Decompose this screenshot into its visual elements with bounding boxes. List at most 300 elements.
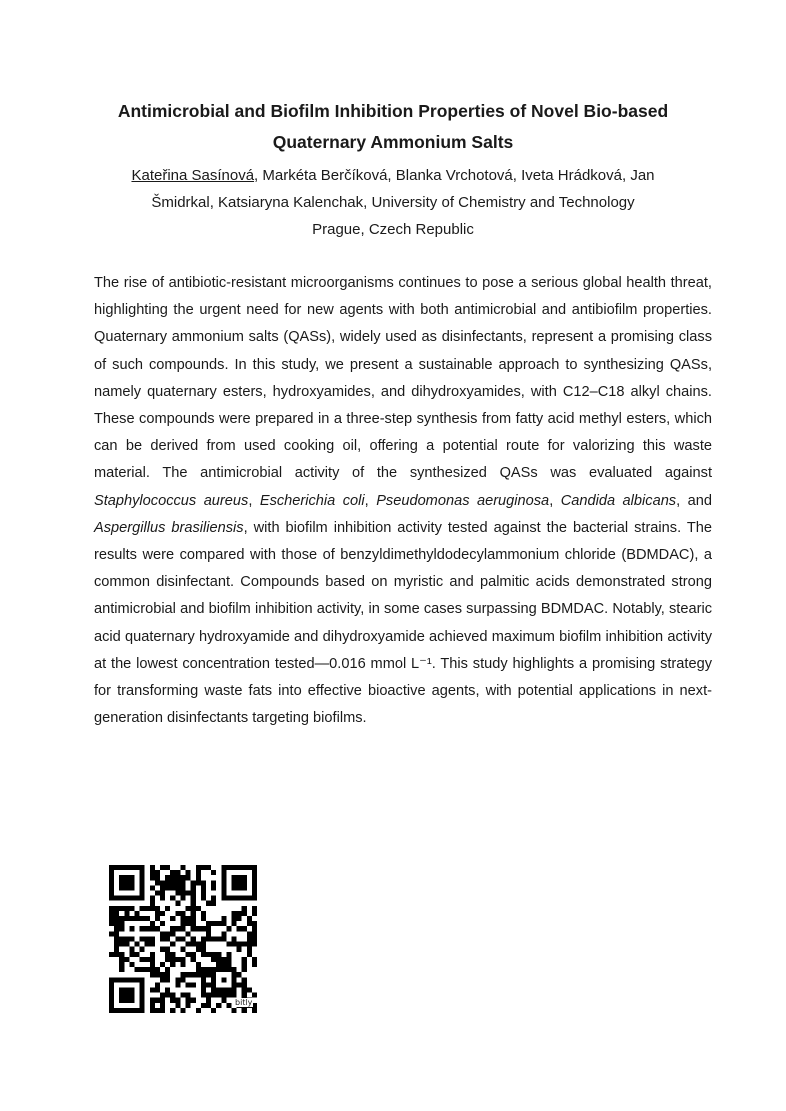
qr-module <box>216 952 221 957</box>
qr-module <box>201 865 206 870</box>
qr-module <box>180 880 185 885</box>
qr-module <box>231 942 236 947</box>
qr-module <box>201 936 206 941</box>
qr-module <box>140 926 145 931</box>
qr-module <box>129 947 134 952</box>
qr-module <box>124 993 129 998</box>
qr-module <box>114 977 119 982</box>
qr-module <box>242 957 247 962</box>
qr-module <box>114 916 119 921</box>
qr-module <box>206 952 211 957</box>
qr-module <box>231 911 236 916</box>
qr-module <box>124 957 129 962</box>
qr-module <box>221 891 226 896</box>
qr-module <box>211 987 216 992</box>
qr-module <box>109 931 114 936</box>
qr-module <box>114 865 119 870</box>
qr-module <box>180 875 185 880</box>
qr-module <box>252 936 257 941</box>
qr-module <box>180 926 185 931</box>
qr-module <box>191 906 196 911</box>
qr-module <box>109 977 114 982</box>
qr-module <box>150 896 155 901</box>
qr-module <box>231 972 236 977</box>
qr-module <box>252 931 257 936</box>
qr-module <box>216 987 221 992</box>
qr-module <box>211 901 216 906</box>
species-aspergillus: Aspergillus brasiliensis <box>94 519 244 536</box>
qr-module <box>231 987 236 992</box>
qr-module <box>201 967 206 972</box>
qr-module <box>216 993 221 998</box>
qr-module <box>221 875 226 880</box>
qr-module <box>191 926 196 931</box>
qr-module <box>170 942 175 947</box>
qr-module <box>124 906 129 911</box>
qr-module <box>211 896 216 901</box>
qr-module <box>186 916 191 921</box>
qr-module <box>237 982 242 987</box>
qr-module <box>201 891 206 896</box>
qr-module <box>252 926 257 931</box>
qr-module <box>109 911 114 916</box>
qr-module <box>237 880 242 885</box>
qr-module <box>150 926 155 931</box>
qr-module <box>140 880 145 885</box>
qr-module <box>242 885 247 890</box>
qr-module <box>114 921 119 926</box>
qr-module <box>237 875 242 880</box>
qr-module <box>221 993 226 998</box>
qr-module <box>252 865 257 870</box>
qr-module <box>150 865 155 870</box>
qr-module <box>226 987 231 992</box>
qr-module <box>109 885 114 890</box>
qr-module <box>140 957 145 962</box>
qr-module <box>140 870 145 875</box>
qr-module <box>119 977 124 982</box>
qr-module <box>221 936 226 941</box>
qr-module <box>226 993 231 998</box>
qr-module <box>140 993 145 998</box>
qr-module <box>191 942 196 947</box>
qr-module <box>160 896 165 901</box>
qr-module <box>160 865 165 870</box>
qr-module <box>150 906 155 911</box>
qr-module <box>109 916 114 921</box>
qr-module <box>165 957 170 962</box>
qr-module <box>206 967 211 972</box>
qr-module <box>155 891 160 896</box>
qr-module <box>221 880 226 885</box>
qr-module <box>135 911 140 916</box>
qr-module <box>216 921 221 926</box>
qr-module <box>252 891 257 896</box>
qr-module <box>247 896 252 901</box>
paper-title <box>60 96 726 158</box>
qr-code-graphic <box>109 865 257 1013</box>
qr-module <box>165 967 170 972</box>
qr-module <box>175 875 180 880</box>
qr-module <box>231 916 236 921</box>
qr-module <box>140 977 145 982</box>
qr-module <box>135 942 140 947</box>
qr-module <box>114 952 119 957</box>
qr-module <box>160 931 165 936</box>
qr-module <box>221 870 226 875</box>
qr-module <box>160 1008 165 1013</box>
qr-module <box>211 982 216 987</box>
qr-module <box>160 885 165 890</box>
qr-module <box>231 993 236 998</box>
qr-module <box>170 962 175 967</box>
qr-module <box>180 936 185 941</box>
qr-module <box>196 880 201 885</box>
qr-module <box>175 885 180 890</box>
qr-module <box>231 982 236 987</box>
qr-module <box>160 998 165 1003</box>
qr-module <box>237 896 242 901</box>
qr-module <box>180 896 185 901</box>
qr-module <box>191 957 196 962</box>
qr-module <box>231 1008 236 1013</box>
qr-module <box>160 972 165 977</box>
qr-module <box>155 870 160 875</box>
qr-module <box>201 977 206 982</box>
qr-module <box>191 936 196 941</box>
qr-module <box>216 1003 221 1008</box>
qr-module <box>196 972 201 977</box>
qr-module <box>180 972 185 977</box>
qr-module <box>114 947 119 952</box>
qr-module <box>170 993 175 998</box>
title-line-1: Antimicrobial and Biofilm Inhibition Properties of Novel Bio-based <box>117 101 669 121</box>
qr-module <box>191 916 196 921</box>
abstract-sep-3: , <box>549 492 561 509</box>
qr-module <box>216 967 221 972</box>
qr-module <box>140 865 145 870</box>
qr-module <box>242 896 247 901</box>
qr-module <box>124 896 129 901</box>
qr-module <box>206 936 211 941</box>
qr-module <box>135 896 140 901</box>
qr-module <box>242 1008 247 1013</box>
qr-module <box>155 926 160 931</box>
qr-module <box>252 896 257 901</box>
qr-module <box>165 947 170 952</box>
qr-module <box>237 911 242 916</box>
qr-module <box>211 936 216 941</box>
qr-module <box>226 865 231 870</box>
qr-module <box>170 885 175 890</box>
qr-module <box>196 947 201 952</box>
qr-module <box>196 1008 201 1013</box>
qr-module <box>201 987 206 992</box>
qr-module <box>114 896 119 901</box>
qr-module <box>191 896 196 901</box>
qr-module <box>206 1003 211 1008</box>
qr-module <box>242 977 247 982</box>
qr-module <box>175 870 180 875</box>
qr-module <box>135 916 140 921</box>
qr-module <box>119 906 124 911</box>
qr-module <box>150 952 155 957</box>
qr-module <box>124 1008 129 1013</box>
qr-module <box>191 972 196 977</box>
qr-module <box>145 967 150 972</box>
qr-module <box>165 936 170 941</box>
qr-module <box>135 977 140 982</box>
qr-module <box>119 936 124 941</box>
qr-module <box>226 926 231 931</box>
qr-module <box>170 916 175 921</box>
qr-module <box>155 987 160 992</box>
qr-module <box>186 875 191 880</box>
qr-module <box>150 921 155 926</box>
qr-module <box>191 901 196 906</box>
qr-module <box>109 1008 114 1013</box>
qr-module <box>221 967 226 972</box>
affiliation-location: Prague, Czech Republic <box>312 221 474 238</box>
qr-module <box>135 1008 140 1013</box>
qr-module <box>196 926 201 931</box>
qr-module <box>237 916 242 921</box>
qr-module <box>150 942 155 947</box>
qr-module <box>109 896 114 901</box>
qr-module <box>109 1003 114 1008</box>
qr-module <box>196 875 201 880</box>
species-pseudomonas: Pseudomonas aeruginosa <box>376 492 550 509</box>
qr-module <box>109 982 114 987</box>
qr-module <box>160 936 165 941</box>
qr-module <box>226 967 231 972</box>
qr-module <box>206 982 211 987</box>
qr-module <box>211 977 216 982</box>
qr-module <box>119 998 124 1003</box>
qr-module <box>196 962 201 967</box>
qr-module <box>226 952 231 957</box>
qr-module <box>201 880 206 885</box>
qr-module <box>119 987 124 992</box>
qr-module <box>201 926 206 931</box>
qr-module <box>247 921 252 926</box>
qr-module <box>175 1003 180 1008</box>
qr-module <box>206 998 211 1003</box>
qr-module <box>145 906 150 911</box>
qr-module <box>165 993 170 998</box>
qr-module <box>119 1008 124 1013</box>
qr-module <box>109 952 114 957</box>
qr-module <box>129 906 134 911</box>
qr-module <box>221 865 226 870</box>
qr-module <box>155 875 160 880</box>
qr-module <box>119 967 124 972</box>
qr-module <box>186 972 191 977</box>
qr-module <box>237 926 242 931</box>
qr-module <box>155 906 160 911</box>
qr-module <box>155 967 160 972</box>
qr-module <box>191 880 196 885</box>
qr-module <box>145 942 150 947</box>
qr-module <box>135 952 140 957</box>
qr-module <box>180 962 185 967</box>
author-list-line-2: Šmidrkal, Katsiaryna Kalenchak, University of Chemistry and Technology <box>151 194 635 211</box>
qr-module <box>150 1003 155 1008</box>
qr-module <box>201 885 206 890</box>
qr-module <box>140 947 145 952</box>
qr-module <box>226 942 231 947</box>
qr-module <box>242 880 247 885</box>
qr-module <box>206 921 211 926</box>
qr-module <box>196 870 201 875</box>
qr-module <box>237 885 242 890</box>
qr-module <box>206 972 211 977</box>
qr-module <box>180 993 185 998</box>
qr-module <box>119 952 124 957</box>
qr-module <box>160 891 165 896</box>
qr-module <box>155 916 160 921</box>
qr-module <box>165 880 170 885</box>
qr-module <box>119 880 124 885</box>
author-list-line-1: , Markéta Berčíková, Blanka Vrchotová, Iveta Hrádková, Jan <box>254 167 655 184</box>
qr-module <box>252 906 257 911</box>
qr-module <box>231 896 236 901</box>
qr-module <box>170 1008 175 1013</box>
qr-module <box>170 896 175 901</box>
qr-module <box>109 906 114 911</box>
qr-module <box>191 911 196 916</box>
qr-module <box>211 952 216 957</box>
qr-module <box>129 926 134 931</box>
qr-module <box>211 885 216 890</box>
qr-module <box>247 936 252 941</box>
qr-module <box>191 998 196 1003</box>
qr-module <box>170 957 175 962</box>
qr-module <box>160 911 165 916</box>
qr-module <box>247 952 252 957</box>
qr-module <box>114 926 119 931</box>
qr-module <box>186 891 191 896</box>
qr-module <box>221 896 226 901</box>
qr-module <box>237 947 242 952</box>
qr-module <box>252 870 257 875</box>
qr-module <box>150 972 155 977</box>
qr-module <box>109 998 114 1003</box>
qr-module <box>160 977 165 982</box>
qr-module <box>206 993 211 998</box>
qr-module <box>206 926 211 931</box>
qr-module <box>145 916 150 921</box>
qr-module <box>237 942 242 947</box>
qr-module <box>211 870 216 875</box>
qr-module <box>180 916 185 921</box>
qr-module <box>231 885 236 890</box>
qr-module <box>231 936 236 941</box>
qr-module <box>150 987 155 992</box>
qr-module <box>165 865 170 870</box>
qr-module <box>252 942 257 947</box>
qr-module <box>175 998 180 1003</box>
qr-module <box>140 1008 145 1013</box>
qr-module <box>155 880 160 885</box>
qr-module <box>170 880 175 885</box>
qr-module <box>170 998 175 1003</box>
qr-module <box>160 1003 165 1008</box>
qr-module <box>160 880 165 885</box>
qr-module <box>175 880 180 885</box>
qr-module <box>196 942 201 947</box>
qr-module <box>252 957 257 962</box>
qr-module <box>129 865 134 870</box>
qr-module <box>140 967 145 972</box>
author-block <box>60 162 726 243</box>
qr-module <box>109 870 114 875</box>
qr-module <box>196 906 201 911</box>
qr-module <box>180 1008 185 1013</box>
qr-module <box>140 1003 145 1008</box>
qr-module <box>191 952 196 957</box>
qr-module <box>119 916 124 921</box>
qr-module <box>140 982 145 987</box>
qr-module <box>201 916 206 921</box>
qr-module <box>231 875 236 880</box>
qr-module <box>150 962 155 967</box>
qr-module <box>221 977 226 982</box>
qr-module <box>211 972 216 977</box>
qr-module <box>211 957 216 962</box>
qr-module <box>129 885 134 890</box>
qr-module <box>242 906 247 911</box>
qr-module <box>114 936 119 941</box>
qr-module <box>140 896 145 901</box>
qr-code-icon[interactable] <box>109 865 257 1013</box>
qr-module <box>175 936 180 941</box>
qr-module <box>150 936 155 941</box>
qr-module <box>124 911 129 916</box>
qr-module <box>180 891 185 896</box>
qr-module <box>145 936 150 941</box>
qr-module <box>221 885 226 890</box>
qr-module <box>175 891 180 896</box>
qr-module <box>170 926 175 931</box>
species-candida: Candida albicans <box>560 492 677 509</box>
qr-module <box>160 921 165 926</box>
qr-module <box>221 962 226 967</box>
qr-module <box>119 962 124 967</box>
qr-module <box>155 1008 160 1013</box>
qr-module <box>201 942 206 947</box>
qr-module <box>196 967 201 972</box>
qr-module <box>242 962 247 967</box>
qr-module <box>201 911 206 916</box>
qr-module <box>186 998 191 1003</box>
qr-module <box>180 911 185 916</box>
qr-module <box>165 931 170 936</box>
qr-module <box>231 977 236 982</box>
qr-module <box>242 942 247 947</box>
qr-module <box>140 885 145 890</box>
qr-module <box>206 865 211 870</box>
qr-module <box>211 1008 216 1013</box>
qr-module <box>124 987 129 992</box>
qr-module <box>140 916 145 921</box>
qr-module <box>175 957 180 962</box>
qr-module <box>109 880 114 885</box>
qr-module <box>201 896 206 901</box>
qr-module <box>206 901 211 906</box>
qr-module <box>191 982 196 987</box>
qr-module <box>124 875 129 880</box>
